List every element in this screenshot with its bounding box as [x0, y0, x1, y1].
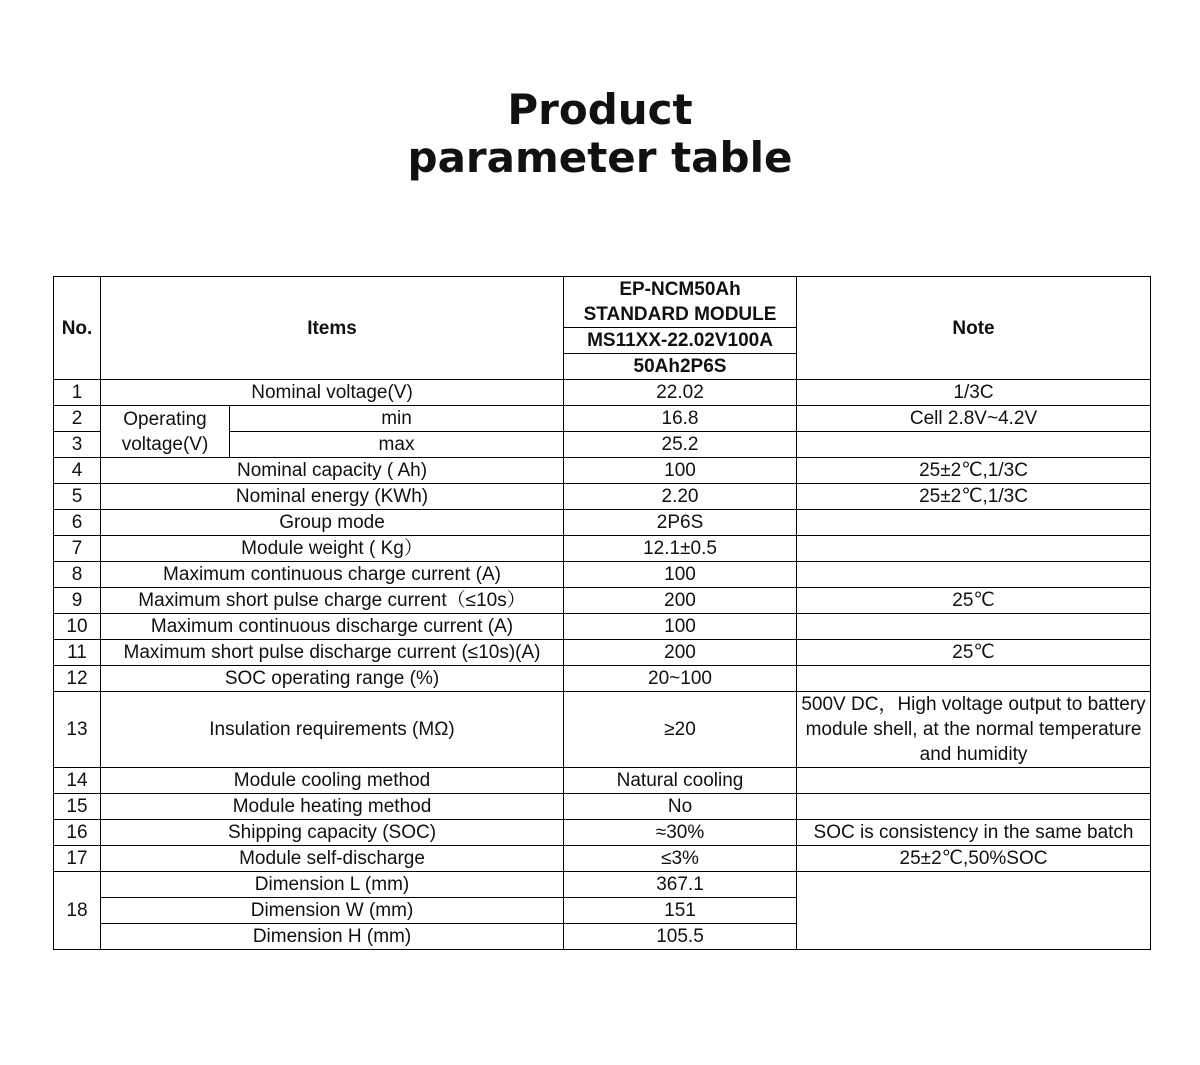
row-note: 25±2℃,1/3C: [797, 458, 1151, 484]
table-row: [54, 614, 1151, 640]
row-note: [797, 536, 1151, 562]
row-note: SOC is consistency in the same batch: [797, 820, 1151, 846]
row-note: [797, 872, 1151, 950]
row-no: 9: [54, 588, 101, 614]
row-note: [797, 794, 1151, 820]
page-title-line2: parameter table: [407, 133, 793, 182]
row-value: 25.2: [564, 432, 797, 458]
row-item: Maximum short pulse charge current（≤10s）: [101, 588, 564, 614]
row-item: SOC operating range (%): [101, 666, 564, 692]
row-value: 100: [564, 562, 797, 588]
row-no: 4: [54, 458, 101, 484]
row-value: 100: [564, 614, 797, 640]
page-title-line1: Product: [507, 85, 693, 134]
row-note: 25℃: [797, 588, 1151, 614]
row-value: 16.8: [564, 406, 797, 432]
row-value: 200: [564, 588, 797, 614]
header-model-code: MS11XX-22.02V100A: [564, 328, 797, 354]
row-item: Nominal energy (KWh): [101, 484, 564, 510]
row-item: Module heating method: [101, 794, 564, 820]
row-no: 12: [54, 666, 101, 692]
row-item: Nominal voltage(V): [101, 380, 564, 406]
row-item: Nominal capacity ( Ah): [101, 458, 564, 484]
table-row: [54, 406, 1151, 432]
row-value: Natural cooling: [564, 768, 797, 794]
row-note: 25℃: [797, 640, 1151, 666]
row-value: 20~100: [564, 666, 797, 692]
table-row: [54, 484, 1151, 510]
row-item: Maximum continuous charge current (A): [101, 562, 564, 588]
row-no: 6: [54, 510, 101, 536]
table-row: [54, 536, 1151, 562]
row-no: 11: [54, 640, 101, 666]
row-item: max: [230, 432, 564, 458]
table-row: [54, 458, 1151, 484]
row-value: ≤3%: [564, 846, 797, 872]
table-row: [54, 820, 1151, 846]
row-item: Group mode: [101, 510, 564, 536]
table-row: [54, 692, 1151, 768]
row-no: 10: [54, 614, 101, 640]
row-note: [797, 510, 1151, 536]
header-model-line2: STANDARD MODULE: [583, 304, 777, 325]
row-value: 22.02: [564, 380, 797, 406]
row-item: Module cooling method: [101, 768, 564, 794]
row-note: [797, 666, 1151, 692]
row-item: Maximum continuous discharge current (A): [101, 614, 564, 640]
header-note: Note: [797, 277, 1151, 380]
table-row: [54, 380, 1151, 406]
header-model-name: [564, 277, 797, 328]
row-no: 15: [54, 794, 101, 820]
row-item: Dimension H (mm): [101, 924, 564, 950]
row-note: 25±2℃,50%SOC: [797, 846, 1151, 872]
row-no: 17: [54, 846, 101, 872]
table-row: [54, 846, 1151, 872]
parameter-table: [53, 276, 1151, 950]
row-note: 500V DC，High voltage output to battery module shell, at the normal temperature and humidity: [797, 692, 1151, 768]
header-model-line1: EP-NCM50Ah: [619, 279, 741, 300]
row-value: ≈30%: [564, 820, 797, 846]
table-row: [54, 666, 1151, 692]
row-no: 18: [54, 872, 101, 950]
row-note: [797, 768, 1151, 794]
row-item: Maximum short pulse discharge current (≤10s)(A): [101, 640, 564, 666]
row-no: 16: [54, 820, 101, 846]
row-item: Dimension W (mm): [101, 898, 564, 924]
row-value: 2P6S: [564, 510, 797, 536]
table-row: [54, 640, 1151, 666]
row-value: ≥20: [564, 692, 797, 768]
row-value: 12.1±0.5: [564, 536, 797, 562]
row-note: [797, 614, 1151, 640]
row-note: 25±2℃,1/3C: [797, 484, 1151, 510]
row-no: 7: [54, 536, 101, 562]
row-value: No: [564, 794, 797, 820]
row-note: Cell 2.8V~4.2V: [797, 406, 1151, 432]
table-row: [54, 588, 1151, 614]
row-item: min: [230, 406, 564, 432]
row-value: 2.20: [564, 484, 797, 510]
table-row: [54, 768, 1151, 794]
row-value: 151: [564, 898, 797, 924]
header-items: Items: [101, 277, 564, 380]
row-item: Module weight ( Kg）: [101, 536, 564, 562]
table-row: [54, 872, 1151, 898]
header-model-config: 50Ah2P6S: [564, 354, 797, 380]
row-item: Insulation requirements (MΩ): [101, 692, 564, 768]
table-row: [54, 562, 1151, 588]
table-row: [54, 510, 1151, 536]
row-item: Dimension L (mm): [101, 872, 564, 898]
row-group-label: Operating voltage(V): [101, 406, 230, 458]
page-title: [0, 86, 1200, 182]
row-note: [797, 432, 1151, 458]
row-no: 13: [54, 692, 101, 768]
row-value: 105.5: [564, 924, 797, 950]
row-item: Module self-discharge: [101, 846, 564, 872]
row-no: 8: [54, 562, 101, 588]
row-no: 14: [54, 768, 101, 794]
row-no: 5: [54, 484, 101, 510]
row-item: Shipping capacity (SOC): [101, 820, 564, 846]
row-no: 2: [54, 406, 101, 432]
row-value: 100: [564, 458, 797, 484]
row-note: 1/3C: [797, 380, 1151, 406]
row-value: 367.1: [564, 872, 797, 898]
row-value: 200: [564, 640, 797, 666]
header-no: No.: [54, 277, 101, 380]
row-note: [797, 562, 1151, 588]
table-row: [54, 794, 1151, 820]
row-no: 3: [54, 432, 101, 458]
row-no: 1: [54, 380, 101, 406]
